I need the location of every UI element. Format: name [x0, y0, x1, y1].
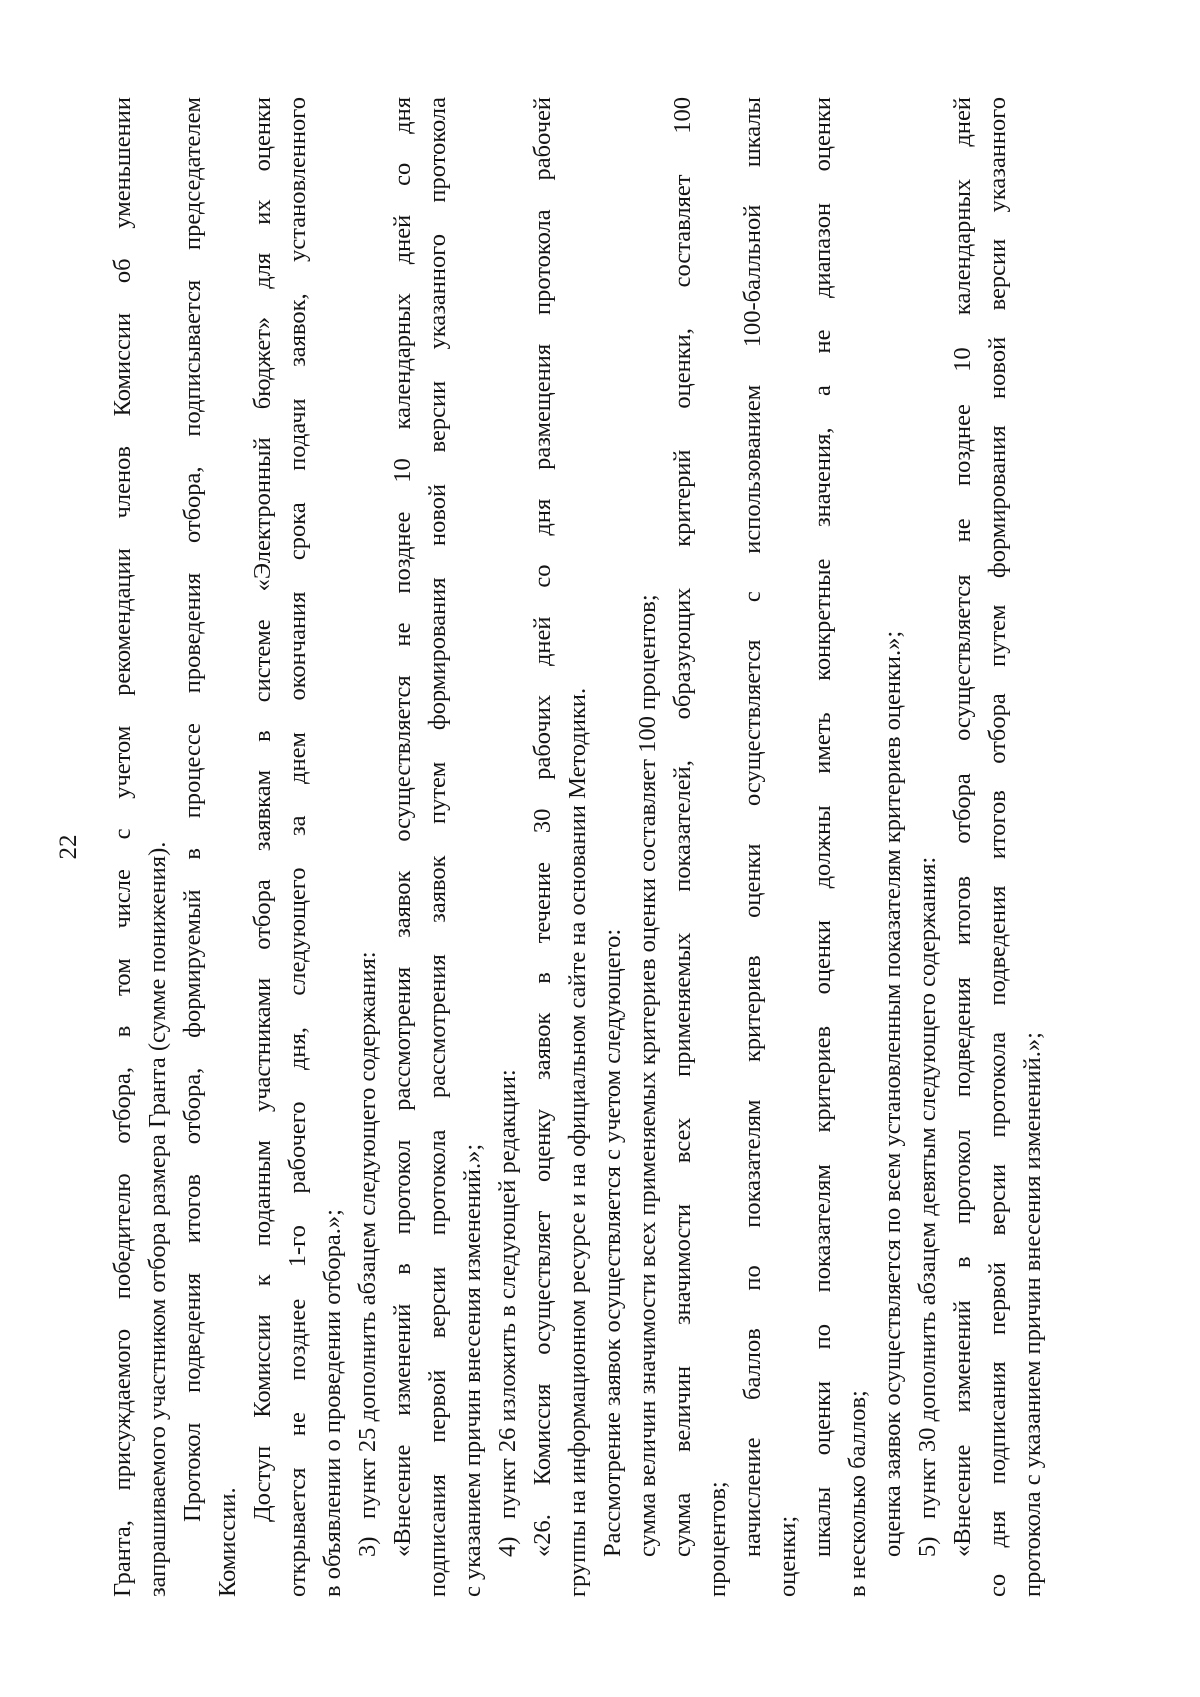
paragraph-line [245, 97, 280, 1597]
paragraph-line [980, 97, 1015, 1597]
paragraph-line [175, 97, 210, 1597]
paragraph-line [280, 97, 315, 1597]
line-text: в несколько баллов; [844, 1390, 871, 1597]
line-text: сумма величин значимости всех применяемых показателей, образующих критерий оценки, составляет 100 [669, 97, 696, 1557]
line-text: Гранта, присуждаемого победителю отбора, в том числе с учетом рекомендации членов Комиссии об уменьшении [109, 97, 136, 1597]
paragraph-line [560, 97, 595, 1597]
list-number: 4) [494, 1536, 521, 1557]
line-text: Комиссии. [214, 1487, 241, 1597]
list-item-line [490, 97, 525, 1597]
line-text: Протокол подведения итогов отбора, формируемый в процессе проведения отбора, подписывается председателем [179, 97, 206, 1522]
line-text: «Внесение изменений в протокол рассмотрения заявок осуществляется не позднее 10 календарных дней со дня [389, 97, 416, 1557]
paragraph-line [770, 97, 805, 1597]
line-text: оценка заявок осуществляется по всем установленным показателям критериев оценки.»; [879, 630, 906, 1557]
paragraph-line [525, 97, 560, 1597]
document-body [105, 97, 1050, 1597]
list-item-line [910, 97, 945, 1597]
paragraph-line [315, 97, 350, 1597]
line-text: «26. Комиссия осуществляет оценку заявок в течение 30 рабочих дней со дня размещения протокола рабочей [529, 97, 556, 1557]
line-text: группы на информационном ресурсе и на официальном сайте на основании Методики. [564, 687, 591, 1597]
line-text: протокола с указанием причин внесения изменений.»; [1019, 1032, 1046, 1597]
line-text: с указанием причин внесения изменений.»; [459, 1143, 486, 1597]
line-text: запрашиваемого участником отбора размера Гранта (сумме понижения). [144, 841, 171, 1597]
paragraph-line [665, 97, 700, 1597]
paragraph-line [385, 97, 420, 1597]
line-text: процентов; [704, 1481, 731, 1597]
line-text: сумма величин значимости всех применяемых критериев оценки составляет 100 процентов; [634, 594, 661, 1557]
page-number: 22 [55, 834, 82, 860]
paragraph-line [105, 97, 140, 1597]
line-text: в объявлении о проведении отбора.»; [319, 1209, 346, 1597]
paragraph-line [140, 97, 175, 1597]
list-item-line [350, 97, 385, 1597]
line-text: начисление баллов по показателям критериев оценки осуществляется с использованием 100-балльной шкалы [739, 97, 766, 1557]
paragraph-line [840, 97, 875, 1597]
line-text: со дня подписания первой версии протокола подведения итогов отбора путем формирования новой версии указанного [984, 97, 1011, 1597]
paragraph-line [945, 97, 980, 1597]
line-text: подписания первой версии протокола рассмотрения заявок путем формирования новой версии указанного протокола [424, 97, 451, 1597]
line-text: шкалы оценки по показателям критериев оценки должны иметь конкретные значения, а не диапазон оценки [809, 97, 836, 1557]
line-text: пункт 26 изложить в следующей редакции: [494, 1069, 521, 1519]
paragraph-line [700, 97, 735, 1597]
line-text: Рассмотрение заявок осуществляется с учетом следующего: [599, 928, 626, 1557]
line-text: Доступ Комиссии к поданным участниками отбора заявкам в системе «Электронный бюджет» для их оценки [249, 97, 276, 1522]
line-text: оценки; [774, 1515, 801, 1597]
line-text: пункт 30 дополнить абзацем девятым следующего содержания: [914, 856, 941, 1519]
line-text: пункт 25 дополнить абзацем следующего содержания: [354, 951, 381, 1519]
paragraph-line [455, 97, 490, 1597]
paragraph-line [420, 97, 455, 1597]
list-number: 5) [914, 1536, 941, 1557]
paragraph-line [875, 97, 910, 1597]
paragraph-line [805, 97, 840, 1597]
paragraph-line [1015, 97, 1050, 1597]
list-number: 3) [354, 1536, 381, 1557]
paragraph-line [210, 97, 245, 1597]
line-text: открывается не позднее 1-го рабочего дня, следующего за днем окончания срока подачи заявок, установленного [284, 97, 311, 1597]
paragraph-line [735, 97, 770, 1597]
line-text: «Внесение изменений в протокол подведения итогов отбора осуществляется не позднее 10 календарных дней [949, 97, 976, 1557]
paragraph-line [595, 97, 630, 1597]
document-page [55, 97, 1155, 1597]
paragraph-line [630, 97, 665, 1597]
